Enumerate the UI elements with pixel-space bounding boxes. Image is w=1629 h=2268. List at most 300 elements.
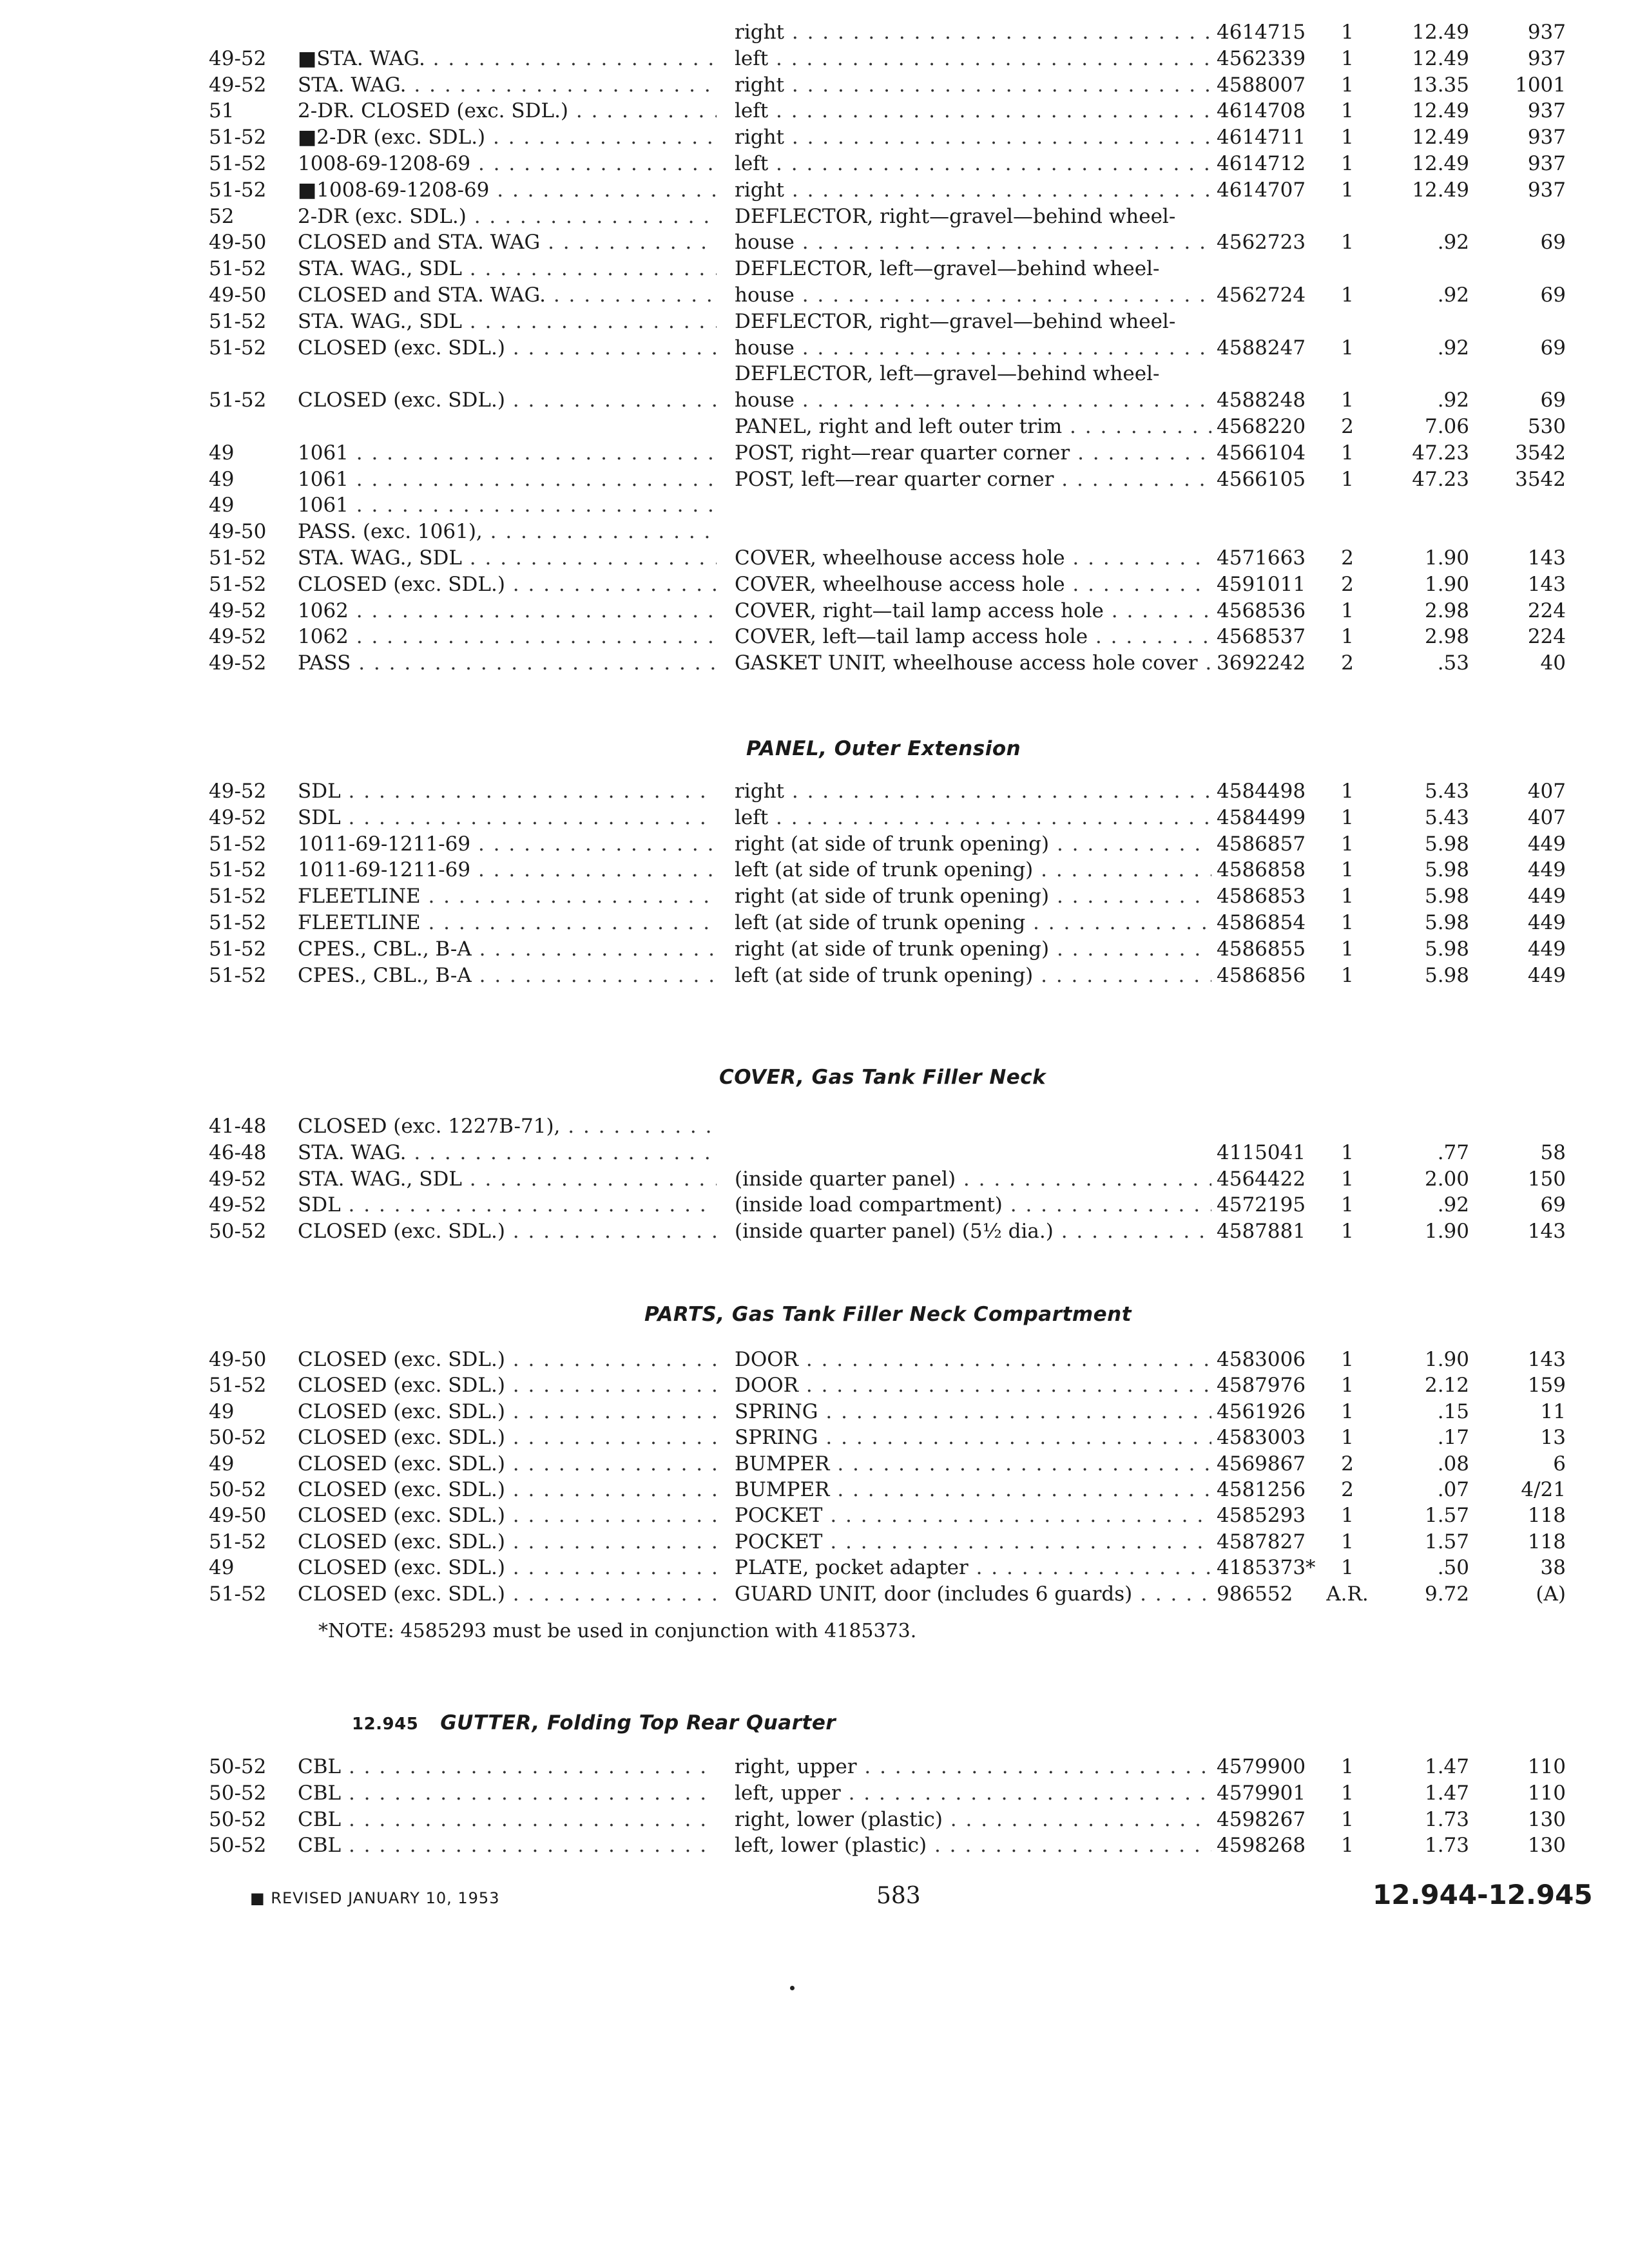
catalog-row — [0, 1553, 1629, 1582]
body-model: FLEETLINE . . . — [298, 908, 717, 937]
price: .77 — [1437, 1140, 1469, 1164]
body-model: PASS. (exc. 1061), . . . — [298, 517, 717, 546]
part-number: 4614712 — [1217, 152, 1306, 175]
model-year: 49-52 — [209, 1167, 267, 1191]
quantity: 1 — [1341, 1504, 1354, 1528]
part-number: 4583006 — [1217, 1348, 1306, 1371]
catalog-row — [0, 961, 1629, 990]
body-model: ■1008-69-1208-69 . . . — [298, 176, 717, 204]
body-model: 1061 . . . — [298, 491, 717, 519]
model-year: 49-52 — [209, 805, 267, 829]
model-year: 51-52 — [209, 546, 267, 570]
model-year: 49-50 — [209, 284, 267, 307]
body-model: 1008-69-1208-69 . . . — [298, 149, 717, 178]
part-description: BUMPER . . . — [735, 1450, 1211, 1478]
catalog-row — [0, 202, 1629, 231]
price: 12.49 — [1412, 21, 1469, 44]
part-description: COVER, wheelhouse access hole . . . — [735, 544, 1211, 572]
price: .50 — [1437, 1556, 1469, 1580]
price: 2.00 — [1424, 1167, 1469, 1191]
price: 13.35 — [1412, 73, 1469, 97]
model-year: 51-52 — [209, 885, 267, 908]
list-price: 38 — [1540, 1556, 1566, 1580]
catalog-row — [0, 149, 1629, 178]
part-number: 4579900 — [1217, 1755, 1306, 1778]
model-year: 49-52 — [209, 73, 267, 97]
price: 9.72 — [1424, 1582, 1469, 1606]
list-price: 69 — [1540, 389, 1566, 412]
body-model: CLOSED and STA. WAG . . . — [298, 228, 717, 256]
part-description: PANEL, right and left outer trim . . . — [735, 412, 1211, 441]
price: 1.47 — [1424, 1781, 1469, 1805]
model-year: 49-52 — [209, 46, 267, 70]
part-number: 4581256 — [1217, 1478, 1306, 1501]
catalog-row — [0, 1371, 1629, 1399]
ink-speck — [790, 1986, 795, 1990]
part-description: DEFLECTOR, left—gravel—behind wheel- — [735, 362, 1160, 386]
catalog-row — [0, 334, 1629, 362]
catalog-row — [0, 18, 1629, 46]
catalog-row — [0, 803, 1629, 832]
list-price: 937 — [1527, 126, 1566, 149]
section-number: 12.945 — [352, 1715, 419, 1734]
model-year: 49 — [209, 1556, 235, 1580]
part-number: 4566105 — [1217, 467, 1306, 491]
quantity: 1 — [1341, 625, 1354, 649]
part-number: 986552 — [1217, 1582, 1293, 1606]
price: .08 — [1437, 1452, 1469, 1475]
catalog-row — [0, 622, 1629, 651]
body-model: CLOSED (exc. SDL.) . . . — [298, 1423, 717, 1452]
model-year: 49-52 — [209, 651, 267, 675]
catalog-row — [0, 570, 1629, 599]
part-number: 4588247 — [1217, 336, 1306, 360]
part-description: right, lower (plastic) . . . — [735, 1805, 1211, 1834]
quantity: 1 — [1341, 1530, 1354, 1553]
part-description: BUMPER . . . — [735, 1475, 1211, 1504]
part-number: 4588007 — [1217, 73, 1306, 97]
body-model: 1011-69-1211-69 . . . — [298, 830, 717, 858]
model-year: 49-50 — [209, 231, 267, 255]
part-description: POST, right—rear quarter corner . . . — [735, 439, 1211, 467]
list-price: 69 — [1540, 284, 1566, 307]
model-year: 50-52 — [209, 1220, 267, 1244]
body-model: PASS . . . — [298, 649, 717, 677]
price: .15 — [1437, 1399, 1469, 1423]
body-model: CBL . . . — [298, 1753, 717, 1781]
model-year: 51-52 — [209, 858, 267, 882]
part-description: right (at side of trunk opening) . . . — [735, 830, 1211, 858]
price: 1.90 — [1424, 1220, 1469, 1244]
list-price: 937 — [1527, 99, 1566, 123]
body-model: 1062 . . . — [298, 597, 717, 625]
part-description: left, lower (plastic) . . . — [735, 1831, 1211, 1860]
part-number: 4588248 — [1217, 389, 1306, 412]
catalog-row — [0, 1753, 1629, 1781]
model-year: 49 — [209, 441, 235, 465]
body-model: CLOSED and STA. WAG. . . . — [298, 281, 717, 309]
body-model: CBL . . . — [298, 1779, 717, 1807]
model-year: 51-52 — [209, 309, 267, 333]
catalog-row — [0, 1831, 1629, 1860]
body-model: CLOSED (exc. SDL.) . . . — [298, 570, 717, 599]
list-price: 110 — [1527, 1755, 1566, 1778]
part-description: left . . . — [735, 149, 1211, 178]
model-year: 50-52 — [209, 1478, 267, 1501]
quantity: 1 — [1341, 73, 1354, 97]
list-price: 449 — [1527, 911, 1566, 934]
part-number: 4598267 — [1217, 1807, 1306, 1831]
model-year: 51-52 — [209, 911, 267, 934]
price: 1.73 — [1424, 1834, 1469, 1858]
body-model: STA. WAG. . . . — [298, 71, 717, 99]
part-description: house . . . — [735, 228, 1211, 256]
list-price: 143 — [1527, 1220, 1566, 1244]
quantity: 1 — [1341, 178, 1354, 202]
part-description: right . . . — [735, 777, 1211, 805]
catalog-row — [0, 908, 1629, 937]
catalog-row — [0, 281, 1629, 309]
part-number: 4587976 — [1217, 1374, 1306, 1398]
quantity: 1 — [1341, 1781, 1354, 1805]
part-description: right . . . — [735, 176, 1211, 204]
model-year: 50-52 — [209, 1807, 267, 1831]
catalog-row — [0, 649, 1629, 677]
price: 5.43 — [1424, 780, 1469, 803]
part-number: 4591011 — [1217, 572, 1306, 596]
part-number: 4587827 — [1217, 1530, 1306, 1553]
catalog-row — [0, 465, 1629, 494]
part-number: 4568536 — [1217, 599, 1306, 622]
price: 47.23 — [1412, 467, 1469, 491]
body-model: CLOSED (exc. SDL.) . . . — [298, 334, 717, 362]
model-year: 51-52 — [209, 257, 267, 281]
price: 1.57 — [1424, 1504, 1469, 1528]
list-price: 159 — [1527, 1374, 1566, 1398]
model-year: 49-50 — [209, 1504, 267, 1528]
model-year: 51-52 — [209, 1582, 267, 1606]
model-year: 51-52 — [209, 389, 267, 412]
list-price: 40 — [1540, 651, 1566, 675]
list-price: (A) — [1536, 1582, 1566, 1606]
price: 12.49 — [1412, 178, 1469, 202]
catalog-row — [0, 491, 1629, 519]
part-number: 4584499 — [1217, 805, 1306, 829]
part-number: 4585293 — [1217, 1504, 1306, 1528]
part-description: right (at side of trunk opening) . . . — [735, 935, 1211, 963]
part-description: COVER, wheelhouse access hole . . . — [735, 570, 1211, 599]
quantity: 2 — [1341, 1478, 1354, 1501]
price: .92 — [1437, 389, 1469, 412]
list-price: 69 — [1540, 1193, 1566, 1217]
price: .92 — [1437, 336, 1469, 360]
price: 1.90 — [1424, 546, 1469, 570]
part-description: GASKET UNIT, wheelhouse access hole cover . . . — [735, 649, 1211, 677]
catalog-row — [0, 1423, 1629, 1452]
catalog-row — [0, 1580, 1629, 1608]
quantity: 1 — [1341, 1556, 1354, 1580]
model-year: 49-52 — [209, 599, 267, 622]
catalog-row — [0, 882, 1629, 910]
section-heading: GUTTER, Folding Top Rear Quarter — [440, 1711, 836, 1735]
catalog-row — [0, 228, 1629, 256]
quantity: 1 — [1341, 1374, 1354, 1398]
catalog-row — [0, 176, 1629, 204]
quantity: 1 — [1341, 21, 1354, 44]
part-description: DEFLECTOR, right—gravel—behind wheel- — [735, 204, 1176, 228]
body-model: CLOSED (exc. SDL.) . . . — [298, 1450, 717, 1478]
quantity: 1 — [1341, 1167, 1354, 1191]
list-price: 407 — [1527, 780, 1566, 803]
quantity: 1 — [1341, 1834, 1354, 1858]
body-model: CLOSED (exc. SDL.) . . . — [298, 1398, 717, 1426]
part-description: left (at side of trunk opening . . . — [735, 908, 1211, 937]
part-number: 4562723 — [1217, 231, 1306, 255]
part-number: 4598268 — [1217, 1834, 1306, 1858]
model-year: 51 — [209, 99, 235, 123]
list-price: 58 — [1540, 1140, 1566, 1164]
catalog-row — [0, 1139, 1629, 1167]
part-number: 4579901 — [1217, 1781, 1306, 1805]
part-description: DOOR . . . — [735, 1345, 1211, 1374]
catalog-row — [0, 1345, 1629, 1374]
catalog-row — [0, 1217, 1629, 1245]
catalog-row — [0, 1112, 1629, 1140]
quantity: 2 — [1341, 546, 1354, 570]
body-model: STA. WAG., SDL . . . — [298, 1165, 717, 1193]
list-price: 530 — [1527, 415, 1566, 438]
price: 7.06 — [1424, 415, 1469, 438]
body-model: CPES., CBL., B-A . . . — [298, 935, 717, 963]
part-description: right . . . — [735, 18, 1211, 46]
list-price: 143 — [1527, 1348, 1566, 1371]
part-description: left . . . — [735, 97, 1211, 125]
model-year: 49-52 — [209, 1193, 267, 1217]
part-description: right . . . — [735, 71, 1211, 99]
model-year: 49 — [209, 494, 235, 517]
part-number: 4586856 — [1217, 963, 1306, 987]
page-number: 583 — [876, 1883, 921, 1909]
part-number: 3692242 — [1217, 651, 1306, 675]
footnote: *NOTE: 4585293 must be used in conjunction with 4185373. — [318, 1620, 917, 1642]
price: 1.90 — [1424, 1348, 1469, 1371]
body-model: ■2-DR (exc. SDL.) . . . — [298, 123, 717, 151]
price: .17 — [1437, 1426, 1469, 1450]
body-model: CLOSED (exc. SDL.) . . . — [298, 1345, 717, 1374]
part-number: 4586853 — [1217, 885, 1306, 908]
list-price: 6 — [1553, 1452, 1566, 1475]
body-model: CLOSED (exc. SDL.) . . . — [298, 1528, 717, 1556]
catalog-row — [0, 439, 1629, 467]
price: 5.98 — [1424, 911, 1469, 934]
quantity: 1 — [1341, 46, 1354, 70]
price: 5.43 — [1424, 805, 1469, 829]
section-title-cover-gas: COVER, Gas Tank Filler Neck — [719, 1066, 1046, 1089]
part-description: SPRING . . . — [735, 1423, 1211, 1452]
body-model: CBL . . . — [298, 1805, 717, 1834]
part-description: (inside quarter panel) (5½ dia.) . . . — [735, 1217, 1211, 1245]
body-model: CLOSED (exc. SDL.) . . . — [298, 1580, 717, 1608]
catalog-row — [0, 255, 1629, 283]
price: 5.98 — [1424, 963, 1469, 987]
quantity: 1 — [1341, 467, 1354, 491]
part-description: POST, left—rear quarter corner . . . — [735, 465, 1211, 494]
part-number: 4572195 — [1217, 1193, 1306, 1217]
model-year: 51-52 — [209, 152, 267, 175]
part-number: 4587881 — [1217, 1220, 1306, 1244]
section-range: 12.944-12.945 — [1373, 1879, 1593, 1910]
quantity: 1 — [1341, 858, 1354, 882]
body-model: CPES., CBL., B-A . . . — [298, 961, 717, 990]
catalog-row — [0, 1501, 1629, 1530]
quantity: 2 — [1341, 1452, 1354, 1475]
part-number: 4614711 — [1217, 126, 1306, 149]
quantity: 1 — [1341, 780, 1354, 803]
price: 1.73 — [1424, 1807, 1469, 1831]
quantity: 1 — [1341, 1348, 1354, 1371]
body-model: 1011-69-1211-69 . . . — [298, 856, 717, 884]
body-model: 1062 . . . — [298, 622, 717, 651]
part-description: right, upper . . . — [735, 1753, 1211, 1781]
catalog-row — [0, 1528, 1629, 1556]
body-model: CBL . . . — [298, 1831, 717, 1860]
part-number: 4614715 — [1217, 21, 1306, 44]
part-number: 4185373* — [1217, 1556, 1316, 1580]
part-number: 4564422 — [1217, 1167, 1306, 1191]
model-year: 49 — [209, 467, 235, 491]
list-price: 150 — [1527, 1167, 1566, 1191]
part-description: (inside quarter panel) . . . — [735, 1165, 1211, 1193]
quantity: 1 — [1341, 284, 1354, 307]
list-price: 449 — [1527, 963, 1566, 987]
price: 5.98 — [1424, 832, 1469, 856]
list-price: 118 — [1527, 1530, 1566, 1553]
quantity: 1 — [1341, 885, 1354, 908]
list-price: 449 — [1527, 858, 1566, 882]
list-price: 4/21 — [1521, 1478, 1566, 1501]
quantity: 1 — [1341, 389, 1354, 412]
model-year: 51-52 — [209, 336, 267, 360]
section-title-gutter — [352, 1711, 836, 1735]
catalog-row — [0, 123, 1629, 151]
quantity: 1 — [1341, 1807, 1354, 1831]
section-title-panel-outer: PANEL, Outer Extension — [746, 737, 1021, 760]
price: 1.47 — [1424, 1755, 1469, 1778]
section-title-parts-gas: PARTS, Gas Tank Filler Neck Compartment — [644, 1303, 1132, 1326]
list-price: 449 — [1527, 937, 1566, 961]
body-model: 1061 . . . — [298, 439, 717, 467]
part-description: (inside load compartment) . . . — [735, 1191, 1211, 1219]
quantity: 1 — [1341, 152, 1354, 175]
part-description: left (at side of trunk opening) . . . — [735, 856, 1211, 884]
quantity: A.R. — [1326, 1582, 1369, 1606]
list-price: 937 — [1527, 46, 1566, 70]
catalog-row — [0, 517, 1629, 546]
price: .53 — [1437, 651, 1469, 675]
list-price: 143 — [1527, 572, 1566, 596]
list-price: 110 — [1527, 1781, 1566, 1805]
price: .92 — [1437, 284, 1469, 307]
list-price: 11 — [1540, 1399, 1566, 1423]
model-year: 51-52 — [209, 937, 267, 961]
part-number: 4568537 — [1217, 625, 1306, 649]
model-year: 51-52 — [209, 126, 267, 149]
quantity: 2 — [1341, 572, 1354, 596]
model-year: 49-52 — [209, 625, 267, 649]
list-price: 937 — [1527, 178, 1566, 202]
part-number: 4562724 — [1217, 284, 1306, 307]
catalog-row — [0, 1450, 1629, 1478]
model-year: 49-52 — [209, 780, 267, 803]
price: .92 — [1437, 1193, 1469, 1217]
part-number: 4584498 — [1217, 780, 1306, 803]
model-year: 50-52 — [209, 1834, 267, 1858]
catalog-row — [0, 412, 1629, 441]
part-number: 4571663 — [1217, 546, 1306, 570]
body-model: CLOSED (exc. SDL.) . . . — [298, 386, 717, 414]
quantity: 1 — [1341, 963, 1354, 987]
body-model: SDL . . . — [298, 1191, 717, 1219]
body-model: CLOSED (exc. SDL.) . . . — [298, 1475, 717, 1504]
catalog-row — [0, 1191, 1629, 1219]
price: 12.49 — [1412, 46, 1469, 70]
part-description: GUARD UNIT, door (includes 6 guards) . . . — [735, 1580, 1211, 1608]
model-year: 51-52 — [209, 832, 267, 856]
part-number: 4561926 — [1217, 1399, 1306, 1423]
model-year: 50-52 — [209, 1755, 267, 1778]
body-model: SDL . . . — [298, 777, 717, 805]
part-description: right (at side of trunk opening) . . . — [735, 882, 1211, 910]
catalog-row — [0, 597, 1629, 625]
model-year: 49-50 — [209, 1348, 267, 1371]
catalog-row — [0, 1779, 1629, 1807]
part-description: house . . . — [735, 281, 1211, 309]
part-description: house . . . — [735, 334, 1211, 362]
list-price: 143 — [1527, 546, 1566, 570]
price: .07 — [1437, 1478, 1469, 1501]
quantity: 2 — [1341, 651, 1354, 675]
part-number: 4115041 — [1217, 1140, 1306, 1164]
part-number: 4568220 — [1217, 415, 1306, 438]
model-year: 52 — [209, 204, 235, 228]
quantity: 1 — [1341, 1426, 1354, 1450]
part-description: left . . . — [735, 44, 1211, 73]
part-number: 4614708 — [1217, 99, 1306, 123]
list-price: 13 — [1540, 1426, 1566, 1450]
catalog-row — [0, 307, 1629, 336]
catalog-row — [0, 360, 1629, 388]
part-description: COVER, left—tail lamp access hole . . . — [735, 622, 1211, 651]
catalog-row — [0, 856, 1629, 884]
body-model: STA. WAG., SDL . . . — [298, 544, 717, 572]
part-number: 4586855 — [1217, 937, 1306, 961]
part-description: PLATE, pocket adapter . . . — [735, 1553, 1211, 1582]
price: 1.90 — [1424, 572, 1469, 596]
catalog-row — [0, 97, 1629, 125]
part-number: 4566104 — [1217, 441, 1306, 465]
quantity: 1 — [1341, 1140, 1354, 1164]
price: 5.98 — [1424, 858, 1469, 882]
body-model: 2-DR. CLOSED (exc. SDL.) . . . — [298, 97, 717, 125]
quantity: 1 — [1341, 231, 1354, 255]
part-number: 4583003 — [1217, 1426, 1306, 1450]
list-price: 1001 — [1515, 73, 1566, 97]
catalog-row — [0, 44, 1629, 73]
list-price: 224 — [1527, 599, 1566, 622]
body-model: FLEETLINE . . . — [298, 882, 717, 910]
part-description: COVER, right—tail lamp access hole . . . — [735, 597, 1211, 625]
quantity: 1 — [1341, 832, 1354, 856]
